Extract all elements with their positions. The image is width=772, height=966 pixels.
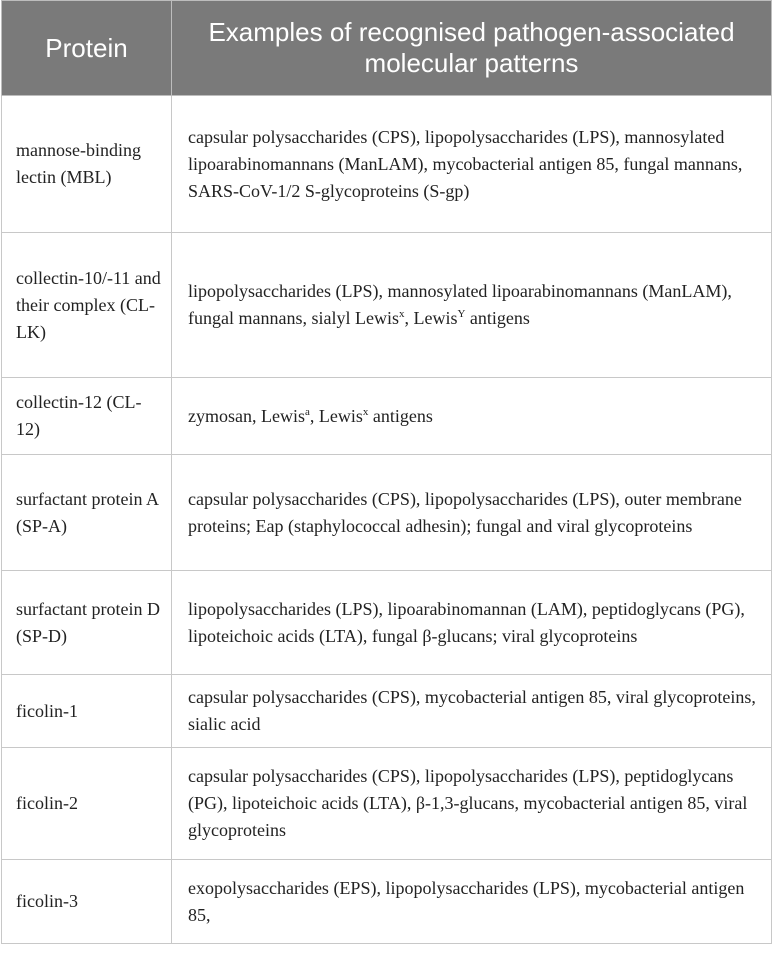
protein-cell: collectin-10/-11 and their complex (CL-LK) [2, 233, 172, 378]
protein-cell: ficolin-2 [2, 748, 172, 860]
table-row [2, 233, 772, 378]
pamp-table [1, 0, 772, 944]
patterns-cell: capsular polysaccharides (CPS), lipopolysaccharides (LPS), outer membrane proteins; Eap (staphylococcal adhesin); fungal and viral glycoproteins [172, 455, 772, 571]
table-row [2, 860, 772, 944]
patterns-cell: zymosan, Lewis$^a$, Lewis$^x$ antigens [172, 378, 772, 455]
protein-cell: ficolin-3 [2, 860, 172, 944]
patterns-cell: exopolysaccharides (EPS), lipopolysaccharides (LPS), mycobacterial antigen 85, [172, 860, 772, 944]
table-row [2, 748, 772, 860]
protein-cell: surfactant protein D (SP-D) [2, 571, 172, 675]
patterns-cell: lipopolysaccharides (LPS), mannosylated lipoarabinomannans (ManLAM), fungal mannans, sialyl Lewis$^x$, Lewis$^Y$ antigens [172, 233, 772, 378]
patterns-cell: capsular polysaccharides (CPS), lipopolysaccharides (LPS), peptidoglycans (PG), lipoteichoic acids (LTA), β-1,3-glucans, mycobacterial antigen 85, viral glycoproteins [172, 748, 772, 860]
table-row [2, 571, 772, 675]
protein-cell: mannose-binding lectin (MBL) [2, 96, 172, 233]
protein-cell: ficolin-1 [2, 675, 172, 748]
table-row [2, 378, 772, 455]
patterns-cell: capsular polysaccharides (CPS), mycobacterial antigen 85, viral glycoproteins, sialic acid [172, 675, 772, 748]
table-row [2, 96, 772, 233]
column-header-patterns: Examples of recognised pathogen-associated molecular patterns [172, 1, 772, 96]
patterns-cell: lipopolysaccharides (LPS), lipoarabinomannan (LAM), peptidoglycans (PG), lipoteichoic acids (LTA), fungal β-glucans; viral glycoproteins [172, 571, 772, 675]
protein-cell: surfactant protein A (SP-A) [2, 455, 172, 571]
table-row [2, 455, 772, 571]
protein-cell: collectin-12 (CL-12) [2, 378, 172, 455]
column-header-protein: Protein [2, 1, 172, 96]
table-row [2, 675, 772, 748]
table-header-row [2, 1, 772, 96]
patterns-cell: capsular polysaccharides (CPS), lipopolysaccharides (LPS), mannosylated lipoarabinomannans (ManLAM), mycobacterial antigen 85, fungal mannans, SARS-CoV-1/2 S-glycoproteins (S-gp) [172, 96, 772, 233]
